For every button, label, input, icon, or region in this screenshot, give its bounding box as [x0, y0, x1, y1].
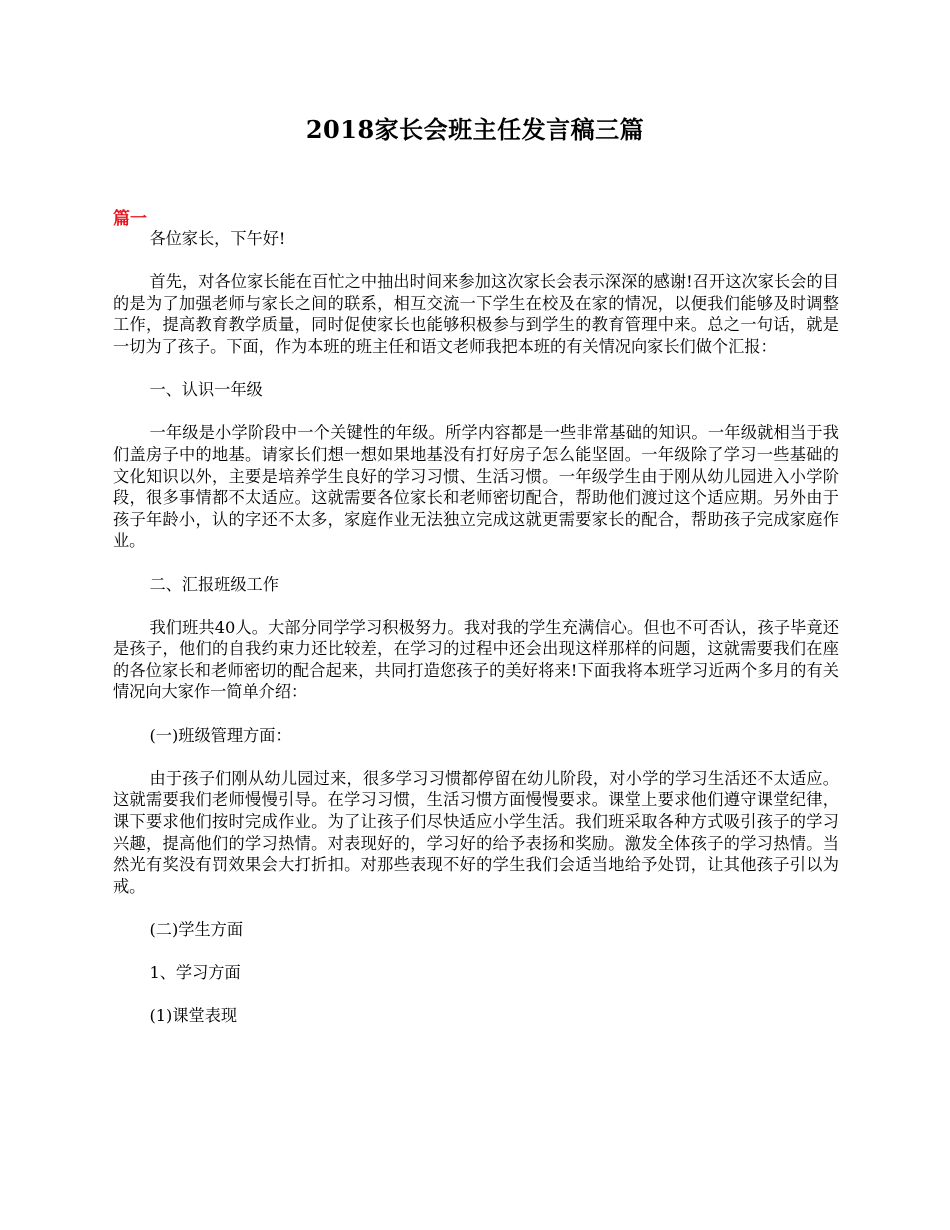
- subheading-classroom-performance: (1)课堂表现: [149, 1006, 238, 1026]
- greeting-paragraph: 各位家长，下午好!: [149, 229, 286, 248]
- class-management-paragraph: 由于孩子们刚从幼儿园过来，很多学习习惯都停留在幼儿阶段，对小学的学习生活还不太适应。这就需要我们老师慢慢引导。在学习习惯，生活习惯方面慢慢要求。课堂上要求他们遵守课堂纪律，课下要求他们按时完成作业。为了让孩子们尽快适应小学生活。我们班采取各种方式吸引孩子的学习兴趣，提高他们的学习热情。对表现好的，学习好的给予表扬和奖励。激发全体孩子的学习热情。当然光有奖没有罚效果会大打折扣。对那些表现不好的学生我们会适当地给予处罚，让其他孩子引以为戒。: [113, 768, 839, 896]
- document-body: [113, 228, 839, 1049]
- subheading-understand-grade-one: 一、认识一年级: [149, 380, 263, 400]
- intro-paragraph: 首先，对各位家长能在百忙之中抽出时间来参加这次家长会表示深深的感谢!召开这次家长会的目的是为了加强老师与家长之间的联系，相互交流一下学生在校及在家的情况，以便我们能够及时调整工作，提高教育教学质量，同时促使家长也能够积极参与到学生的教育管理中来。总之一句话，就是一切为了孩子。下面，作为本班的班主任和语文老师我把本班的有关情况向家长们做个汇报：: [113, 272, 839, 356]
- subheading-class-report: 二、汇报班级工作: [149, 574, 279, 594]
- document-title: 2018家长会班主任发言稿三篇: [305, 115, 645, 144]
- section-heading-part-one: 篇一: [113, 209, 147, 229]
- subheading-class-management: (一)班级管理方面：: [149, 725, 292, 745]
- class-report-paragraph: 我们班共40人。大部分同学学习积极努力。我对我的学生充满信心。但也不可否认，孩子毕竟还是孩子，他们的自我约束力还比较差，在学习的过程中还会出现这样那样的问题，这就需要我们在座的各位家长和老师密切的配合起来，共同打造您孩子的美好将来!下面我将本班学习近两个多月的有关情况向大家作一简单介绍：: [113, 617, 839, 702]
- subheading-students: (二)学生方面: [149, 920, 244, 939]
- subheading-study: 1、学习方面: [149, 963, 241, 983]
- grade-one-paragraph: 一年级是小学阶段中一个关键性的年级。所学内容都是一些非常基础的知识。一年级就相当于我们盖房子中的地基。请家长们想一想如果地基没有打好房子怎么能坚固。一年级除了学习一些基础的文化知识以外，主要是培养学生良好的学习习惯、生活习惯。一年级学生由于刚从幼儿园进入小学阶段，很多事情都不太适应。这就需要各位家长和老师密切配合，帮助他们渡过这个适应期。另外由于孩子年龄小，认的字还不太多，家庭作业无法独立完成这就更需要家长的配合，帮助孩子完成家庭作业。: [113, 423, 839, 551]
